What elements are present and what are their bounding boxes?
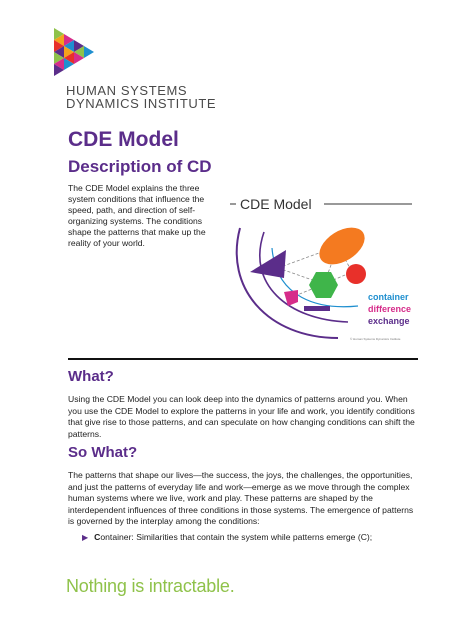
purple-bar-shape — [304, 306, 330, 311]
red-circle-shape — [346, 264, 366, 284]
green-hexagon-shape — [309, 272, 338, 298]
hsd-logo-icon — [54, 28, 100, 85]
triangle-shape — [250, 250, 286, 278]
so-what-heading: So What? — [68, 444, 138, 461]
label-container: container — [368, 292, 409, 302]
so-what-paragraph: The patterns that shape our lives—the success, the joys, the challenges, the opportunities, and just the patterns of everyday life and work—emerge as we move through the complex human systems where we live, work and play. These patterns are shaped by the interdependent influences of three conditions in those systems. The emergence of patterns is governed by the interplay among the conditions: — [68, 470, 414, 527]
intro-paragraph: The CDE Model explains the three system conditions that influence the speed, path, and direction of self-organizing systems. The conditions shape the patterns that make up the reality of your world. — [68, 183, 206, 248]
label-difference: difference — [368, 304, 412, 314]
label-exchange: exchange — [368, 316, 410, 326]
org-name-line2: DYNAMICS INSTITUTE — [66, 96, 217, 111]
page-title: CDE Model — [68, 128, 179, 151]
figure-title: CDE Model — [240, 196, 312, 212]
what-heading: What? — [68, 368, 114, 385]
bullet-text: ontainer: Similarities that contain the system while patterns emerge (C); — [100, 532, 373, 542]
org-name-line1: HUMAN SYSTEMS — [66, 83, 188, 98]
list-item-container — [82, 532, 372, 542]
what-paragraph: Using the CDE Model you can look deep into the dynamics of patterns around you. When you use the CDE Model to explore the patterns in your life and work, you identify conditions that give rise to those patterns, and can speculate on how changing conditions can shift the patterns. — [68, 394, 415, 439]
orange-oval-shape — [313, 220, 371, 272]
cde-model-figure — [228, 188, 428, 350]
bullet-lead-letter: C — [94, 532, 101, 542]
page-subtitle: Description of CD — [68, 157, 212, 176]
figure-caption: © Human Systems Dynamics Institute — [350, 337, 401, 341]
bullet-triangle-icon: ▶ — [82, 533, 89, 542]
org-name — [66, 84, 216, 110]
tagline: Nothing is intractable. — [66, 576, 235, 596]
section-divider — [68, 358, 418, 360]
